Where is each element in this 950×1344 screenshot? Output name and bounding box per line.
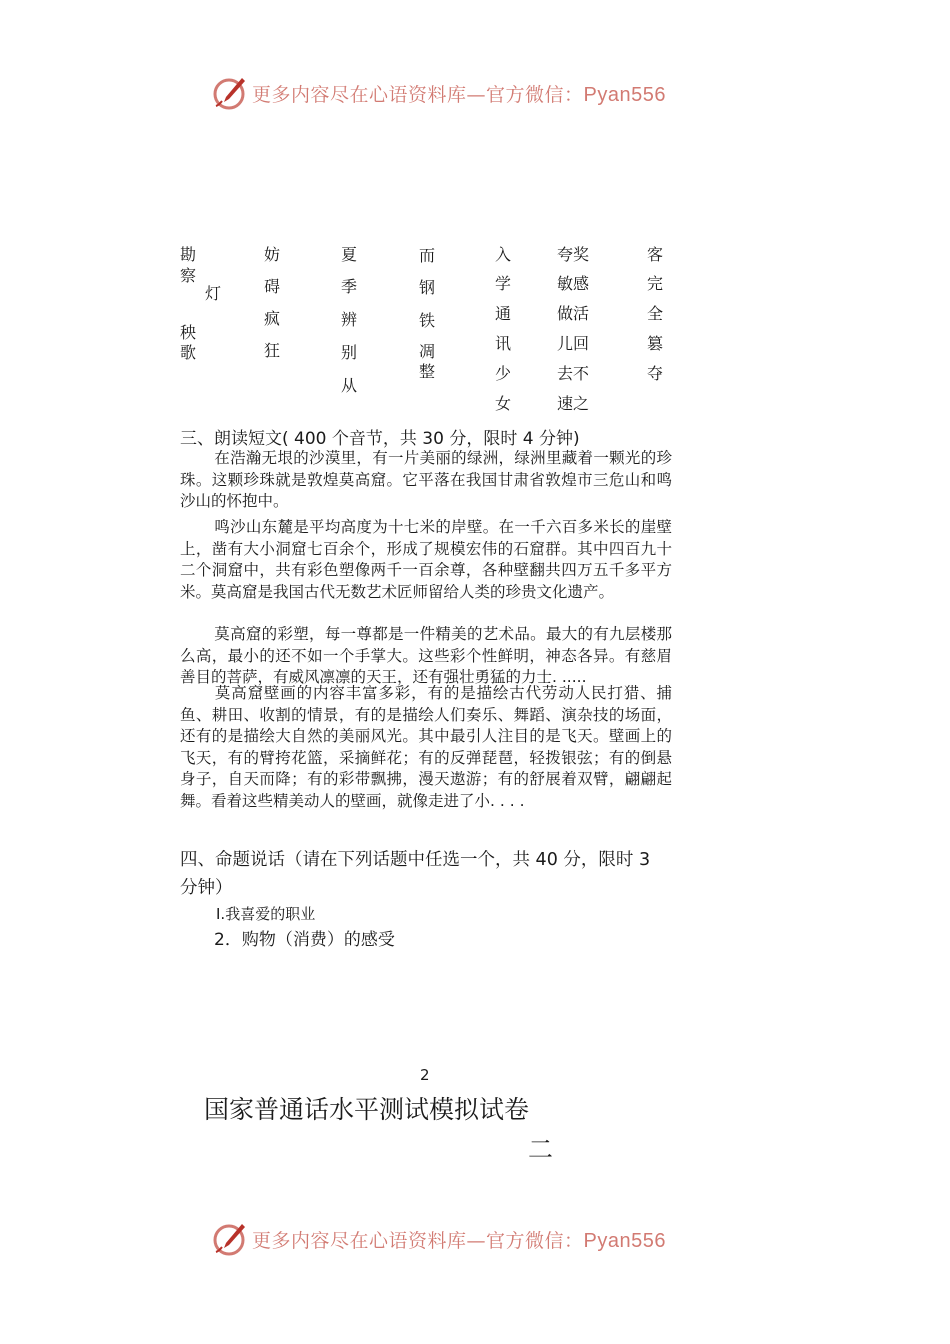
vocab-char: 讯 (495, 334, 512, 353)
passage-paragraph: 莫高窟壁画的内容丰富多彩，有的是描绘古代劳动人民打猎、捕鱼、耕田、收割的情景，有的是描绘人们奏乐、舞蹈、演杂技的场面，还有的是描绘大自然的美丽风光。其中最引人注目的是飞天。壁画上的飞天，有的臂挎花篮，采摘鲜花；有的反弹琵琶，轻拨银弦；有的倒悬身子，自天而降；有的彩带飘拂，漫天遨游；有的舒展着双臂，翩翩起舞。看着这些精美动人的壁画，就像走进了小. . . . (180, 684, 672, 810)
vocab-char: 别 (341, 343, 358, 362)
vocab-char: 秧 (180, 323, 197, 342)
vocab-char: 通 (495, 304, 512, 323)
vocab-char: 歌 (180, 343, 197, 362)
passage-paragraph: 莫高窟的彩塑，每一尊都是一件精美的艺术品。最大的有九层楼那么高，最小的还不如一个手掌大。这些彩个性鲜明，神态各异。有慈眉善目的菩萨，有威风凛凛的天王，还有强壮勇猛的力士. ..... (180, 625, 672, 686)
quill-logo-icon (212, 75, 248, 111)
watermark-bottom (212, 1219, 666, 1259)
exam-title-number: 二 (528, 1135, 554, 1164)
vocab-char: 勘 (180, 245, 197, 264)
vocab-char: 而 (419, 246, 436, 265)
topic-item: 2．购物（消费）的感受 (214, 930, 395, 950)
vocab-char: 铁 (419, 311, 436, 330)
topic-item: I.我喜爱的职业 (216, 905, 316, 923)
vocab-char: 学 (495, 274, 512, 293)
vocab-word: 速之 (557, 394, 590, 413)
vocab-char: 少 (495, 364, 512, 383)
vocab-char: 全 (647, 304, 664, 323)
passage-paragraph: 鸣沙山东麓是平均高度为十七米的岸壁。在一千六百多米长的崖壁上，凿有大小洞窟七百余个，形成了规模宏伟的石窟群。其中四百九十二个洞窟中，共有彩色塑像两千一百余尊，各种壁翻共四万五千多平方米。莫高窟是我国古代无数艺术匠师留给人类的珍贵文化遗产。 (180, 518, 672, 601)
section3-heading: 三、朗读短文( 400 个音节，共 30 分，限时 4 分钟) (180, 429, 580, 449)
vocab-word: 做活 (557, 304, 590, 323)
passage-paragraph: 在浩瀚无垠的沙漠里，有一片美丽的绿洲，绿洲里藏着一颗光的珍珠。这颗珍珠就是敦煌莫高窟。它平落在我国甘肃省敦煌市三危山和鸣沙山的怀抱中。 (180, 449, 672, 510)
wechat-id: Pyan556 (583, 83, 666, 106)
vocab-char: 入 (495, 245, 512, 264)
section4-heading: 四、命题说话（请在下列话题中任选一个，共 40 分，限时 3 分钟） (180, 850, 651, 898)
page-number: 2 (420, 1066, 430, 1084)
vocab-char: 灯 (205, 284, 222, 303)
vocab-char: 辨 (341, 310, 358, 329)
vocab-char: 客 (647, 245, 664, 264)
vocab-char: 完 (647, 274, 664, 293)
vocab-word: 敏感 (557, 274, 590, 293)
vocab-char: 夏 (341, 245, 358, 264)
vocab-char: 篡 (647, 334, 664, 353)
vocab-word: 去不 (557, 364, 590, 383)
vocab-char: 钢 (419, 278, 436, 297)
exam-title: 国家普通话水平测试模拟试卷 (204, 1095, 530, 1124)
vocab-char: 从 (341, 376, 358, 395)
watermark-text: 更多内容尽在心语资料库—官方微信：Pyan556 (252, 1229, 666, 1252)
vocab-char: 察 (180, 266, 197, 285)
vocab-char: 碍 (264, 277, 281, 296)
vocab-word: 夸奖 (557, 245, 590, 264)
vocab-char: 季 (341, 277, 358, 296)
vocab-char: 妨 (264, 245, 281, 264)
vocab-char: 夺 (647, 364, 664, 383)
vocab-char: 女 (495, 394, 512, 413)
watermark-text: 更多内容尽在心语资料库—官方微信：Pyan556 (252, 83, 666, 106)
vocab-char: 狂 (264, 341, 281, 360)
wechat-id: Pyan556 (583, 1229, 666, 1252)
vocab-char: 疯 (264, 309, 281, 328)
vocab-char: 凋 (419, 342, 436, 361)
quill-logo-icon (212, 1221, 248, 1257)
vocab-char: 整 (419, 362, 436, 381)
watermark-top (212, 73, 666, 113)
vocab-word: 儿回 (557, 334, 590, 353)
